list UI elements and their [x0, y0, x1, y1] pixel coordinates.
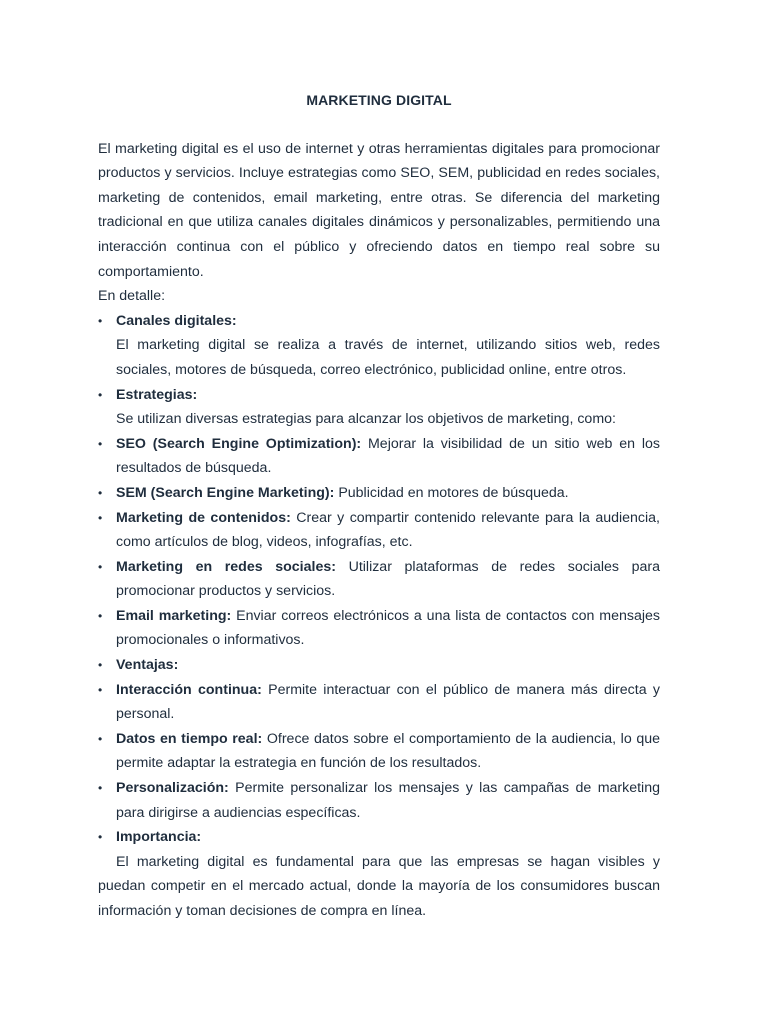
item-text: Permite personalizar los mensajes y las campañas de marketing para dirigirse a audiencias específicas.	[116, 780, 660, 821]
item-label: Interacción continua:	[116, 681, 262, 698]
item-label: Personalización:	[116, 780, 229, 797]
item-label: Marketing en redes sociales:	[116, 558, 336, 575]
item-text: Mejorar la visibilidad de un sitio web en los resultados de búsqueda.	[116, 435, 661, 477]
item-text: Publicidad en motores de búsqueda.	[334, 484, 569, 501]
list-item-importancia	[98, 825, 660, 850]
bullet-icon: •	[98, 313, 103, 328]
item-text: Crear y compartir contenido relevante para la audiencia, como artículos de blog, videos, infografías, etc.	[116, 509, 660, 551]
document-page	[98, 88, 660, 924]
item-text: Permite interactuar con el público de manera más directa y personal.	[116, 681, 660, 723]
bullet-icon: •	[98, 559, 103, 574]
estrategias-label: Estrategias:	[116, 386, 198, 403]
estrategias-list	[98, 383, 660, 408]
strategy-items-list	[98, 432, 660, 850]
canales-text: El marketing digital se realiza a través de internet, utilizando sitios web, redes sociales, motores de búsqueda, correo electrónico, publicidad online, entre otros.	[116, 337, 660, 378]
bullet-icon: •	[98, 387, 103, 402]
intro-paragraph: El marketing digital es el uso de internet y otras herramientas digitales para promocionar productos y servicios. Incluye estrategias como SEO, SEM, publicidad en redes sociales, marketing de contenidos, email marketing, entre otras. Se diferencia del marketing tradicional en que utiliza canales digitales dinámicos y personalizables, permitiendo una interacción continua con el público y ofreciendo datos en tiempo real sobre su comportamiento.	[98, 140, 660, 280]
list-item-estrategias	[98, 383, 660, 408]
list-item	[98, 776, 660, 825]
canales-label: Canales digitales:	[116, 312, 237, 329]
bullet-icon: •	[98, 682, 103, 697]
list-item	[98, 678, 660, 727]
item-label: SEM (Search Engine Marketing):	[116, 484, 335, 501]
bullet-icon: •	[98, 830, 103, 845]
list-item	[98, 432, 660, 481]
ventajas-label: Ventajas:	[116, 657, 179, 674]
detail-label: En detalle:	[98, 288, 166, 305]
estrategias-text: Se utilizan diversas estrategias para alcanzar los objetivos de marketing, como:	[116, 411, 616, 428]
bullet-icon: •	[98, 608, 103, 623]
item-text: Ofrece datos sobre el comportamiento de la audiencia, lo que permite adaptar la estrategia en función de los resultados.	[116, 730, 660, 772]
item-text: Utilizar plataformas de redes sociales para promocionar productos y servicios.	[116, 558, 660, 600]
list-item	[98, 506, 660, 555]
bullet-icon: •	[98, 658, 103, 673]
item-text: Enviar correos electrónicos a una lista de contactos con mensajes promocionales o informativos.	[116, 607, 660, 649]
document-title: MARKETING DIGITAL	[306, 92, 452, 108]
list-item	[98, 555, 660, 604]
bullet-icon: •	[98, 485, 103, 500]
list-item-canales	[98, 309, 660, 334]
bullet-icon: •	[98, 436, 103, 451]
list-item	[98, 481, 660, 506]
list-item	[98, 604, 660, 653]
bullet-icon: •	[98, 731, 103, 746]
item-label: SEO (Search Engine Optimization):	[116, 435, 362, 452]
bullet-icon: •	[98, 781, 103, 796]
importancia-label: Importancia:	[116, 829, 202, 846]
item-label: Datos en tiempo real:	[116, 730, 263, 747]
importancia-text: El marketing digital es fundamental para que las empresas se hagan visibles y puedan competir en el mercado actual, donde la mayoría de los consumidores buscan información y toman decisiones de compra en línea.	[98, 853, 660, 919]
list-item-ventajas	[98, 653, 660, 678]
item-label: Email marketing:	[116, 607, 232, 624]
item-label: Marketing de contenidos:	[116, 509, 291, 526]
list-item	[98, 727, 660, 776]
bullet-icon: •	[98, 510, 103, 525]
main-list	[98, 309, 660, 334]
